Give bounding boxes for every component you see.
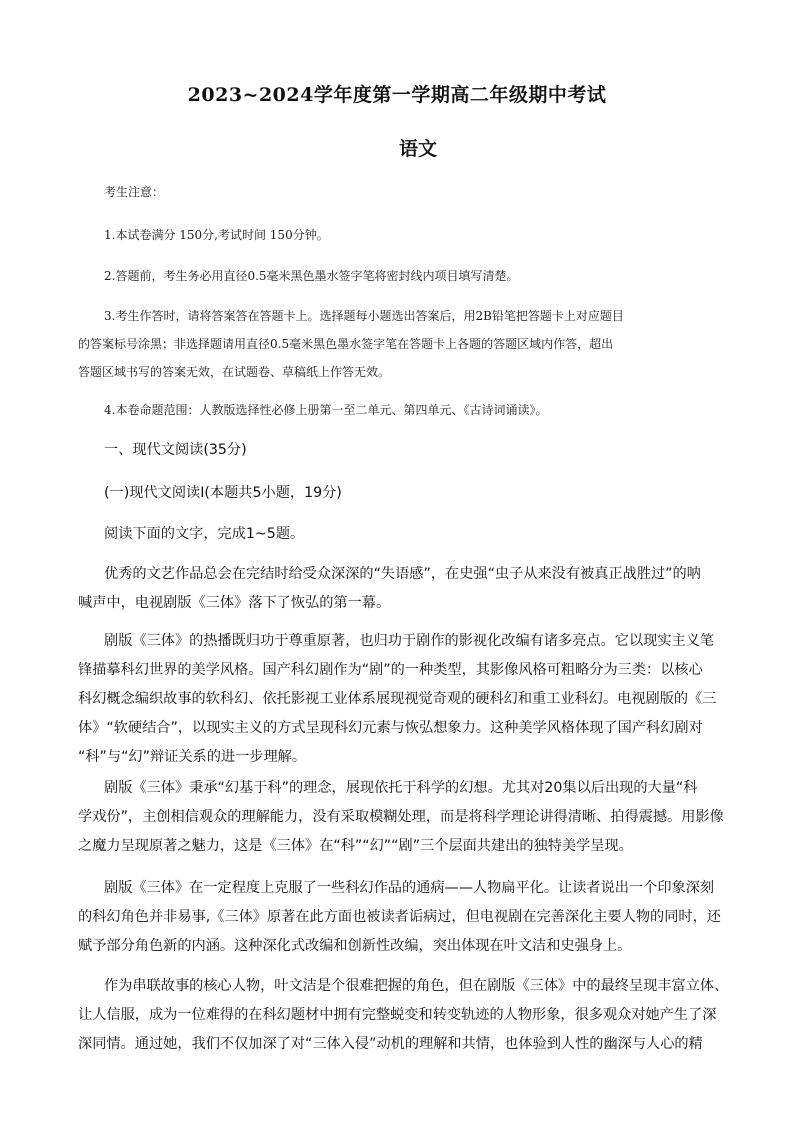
notes-item-3-line: 答题区域书写的答案无效，在试题卷、草稿纸上作答无效。 (78, 365, 391, 379)
notes-item-2 (78, 262, 718, 290)
exam-title: 2023~2024学年度第一学期高二年级期中考试 (187, 84, 607, 106)
passage-line: 体》“软硬结合”，以现实主义的方式呈现科幻元素与恢弘想象力。这种美学风格体现了国产科幻剧对 (78, 720, 703, 736)
section-heading (78, 436, 724, 465)
passage-paragraph-4 (78, 874, 724, 961)
passage-line: “科”与“幻”辩证关系的进一步理解。 (78, 749, 307, 765)
notes-item-4-text: 4.本卷命题范围：人教版选择性必修上册第一至二单元、第四单元、《古诗词诵读》。 (104, 403, 548, 417)
notes-item-1 (78, 221, 718, 249)
passage-line: 锋描摹科幻世界的美学风格。国产科幻剧作为“剧”的一种类型，其影像风格可粗略分为三类：以核心 (78, 662, 703, 678)
passage-line: 喊声中，电视剧版《三体》落下了恢弘的第一幕。 (78, 595, 391, 611)
passage-line: 科幻概念编织故事的软科幻、依托影视工业体系展现视觉奇观的硬科幻和重工业科幻。电视剧版的《三 (78, 691, 717, 707)
notes-item-1-text: 1.本试卷满分 150分,考试时间 150分钟。 (104, 228, 329, 242)
passage-paragraph-3 (78, 774, 724, 861)
sub-section-heading-text: (一)现代文阅读Ⅰ(本题共5小题，19分) (104, 485, 342, 501)
reading-instruction-text: 阅读下面的文字，完成1~5题。 (104, 526, 305, 542)
notes-item-2-text: 2.答题前，考生务必用直径0.5毫米黑色墨水签字笔将密封线内项目填写清楚。 (104, 269, 519, 283)
passage-line: 深同情。通过她，我们不仅加深了对“三体入侵”动机的理解和共情，也体验到人性的幽深与人心的精 (78, 1036, 703, 1052)
passage-line: 剧版《三体》的热播既归功于尊重原著，也归功于剧作的影视化改编有诸多亮点。它以现实主义笔 (104, 633, 715, 649)
subject-title: 语文 (398, 138, 437, 160)
notes-heading (78, 178, 718, 206)
notes-heading-text: 考生注意： (104, 185, 165, 199)
passage-line: 剧版《三体》秉承“幻基于科”的理念，展现依托于科学的幻想。尤其对20集以后出现的大量“科 (104, 780, 698, 796)
reading-instruction (78, 520, 724, 549)
passage-line: 让人信服，成为一位难得的在科幻题材中拥有完整蜕变和转变轨迹的人物形象，很多观众对她产生了深 (78, 1007, 717, 1023)
passage-line: 学戏份”，主创相信观众的理解能力，没有采取模糊处理，而是将科学理论讲得清晰、拍得震撼。用影像 (78, 809, 724, 825)
passage-line: 剧版《三体》在一定程度上克服了一些科幻作品的通病——人物扁平化。让读者说出一个印象深刻 (104, 880, 715, 896)
passage-line: 作为串联故事的核心人物，叶文洁是个很难把握的角色，但在剧版《三体》中的最终呈现丰富立体、 (104, 978, 729, 994)
passage-paragraph-2 (78, 627, 724, 772)
passage-line: 之魔力呈现原著之魅力，这是《三体》在“科”“幻”“剧”三个层面共建出的独特美学呈现。 (78, 838, 633, 854)
notes-item-3-line: 的答案标号涂黑；非选择题请用直径0.5毫米黑色墨水签字笔在答题卡上各题的答题区域内作答，超出 (78, 337, 614, 351)
notes-item-3-line: 3.考生作答时，请将答案答在答题卡上。选择题每小题选出答案后，用2B铅笔把答题卡上对应题目 (104, 309, 624, 323)
passage-line: 优秀的文艺作品总会在完结时给受众深深的“失语感”，在史强“虫子从来没有被真正战胜过”的呐 (104, 566, 701, 582)
passage-line: 赋予部分角色新的内涵。这种深化式改编和创新性改编，突出体现在叶文洁和史强身上。 (78, 938, 632, 954)
passage-line: 的科幻角色并非易事,《三体》原著在此方面也被读者诟病过，但电视剧在完善深化主要人物的同时，还 (78, 909, 721, 925)
sub-section-heading (78, 479, 724, 508)
notes-item-4 (78, 396, 718, 424)
section-heading-text: 一、现代文阅读(35分) (104, 442, 247, 458)
notes-item-3 (78, 302, 718, 386)
passage-paragraph-1 (78, 560, 724, 618)
passage-paragraph-5 (78, 972, 729, 1059)
